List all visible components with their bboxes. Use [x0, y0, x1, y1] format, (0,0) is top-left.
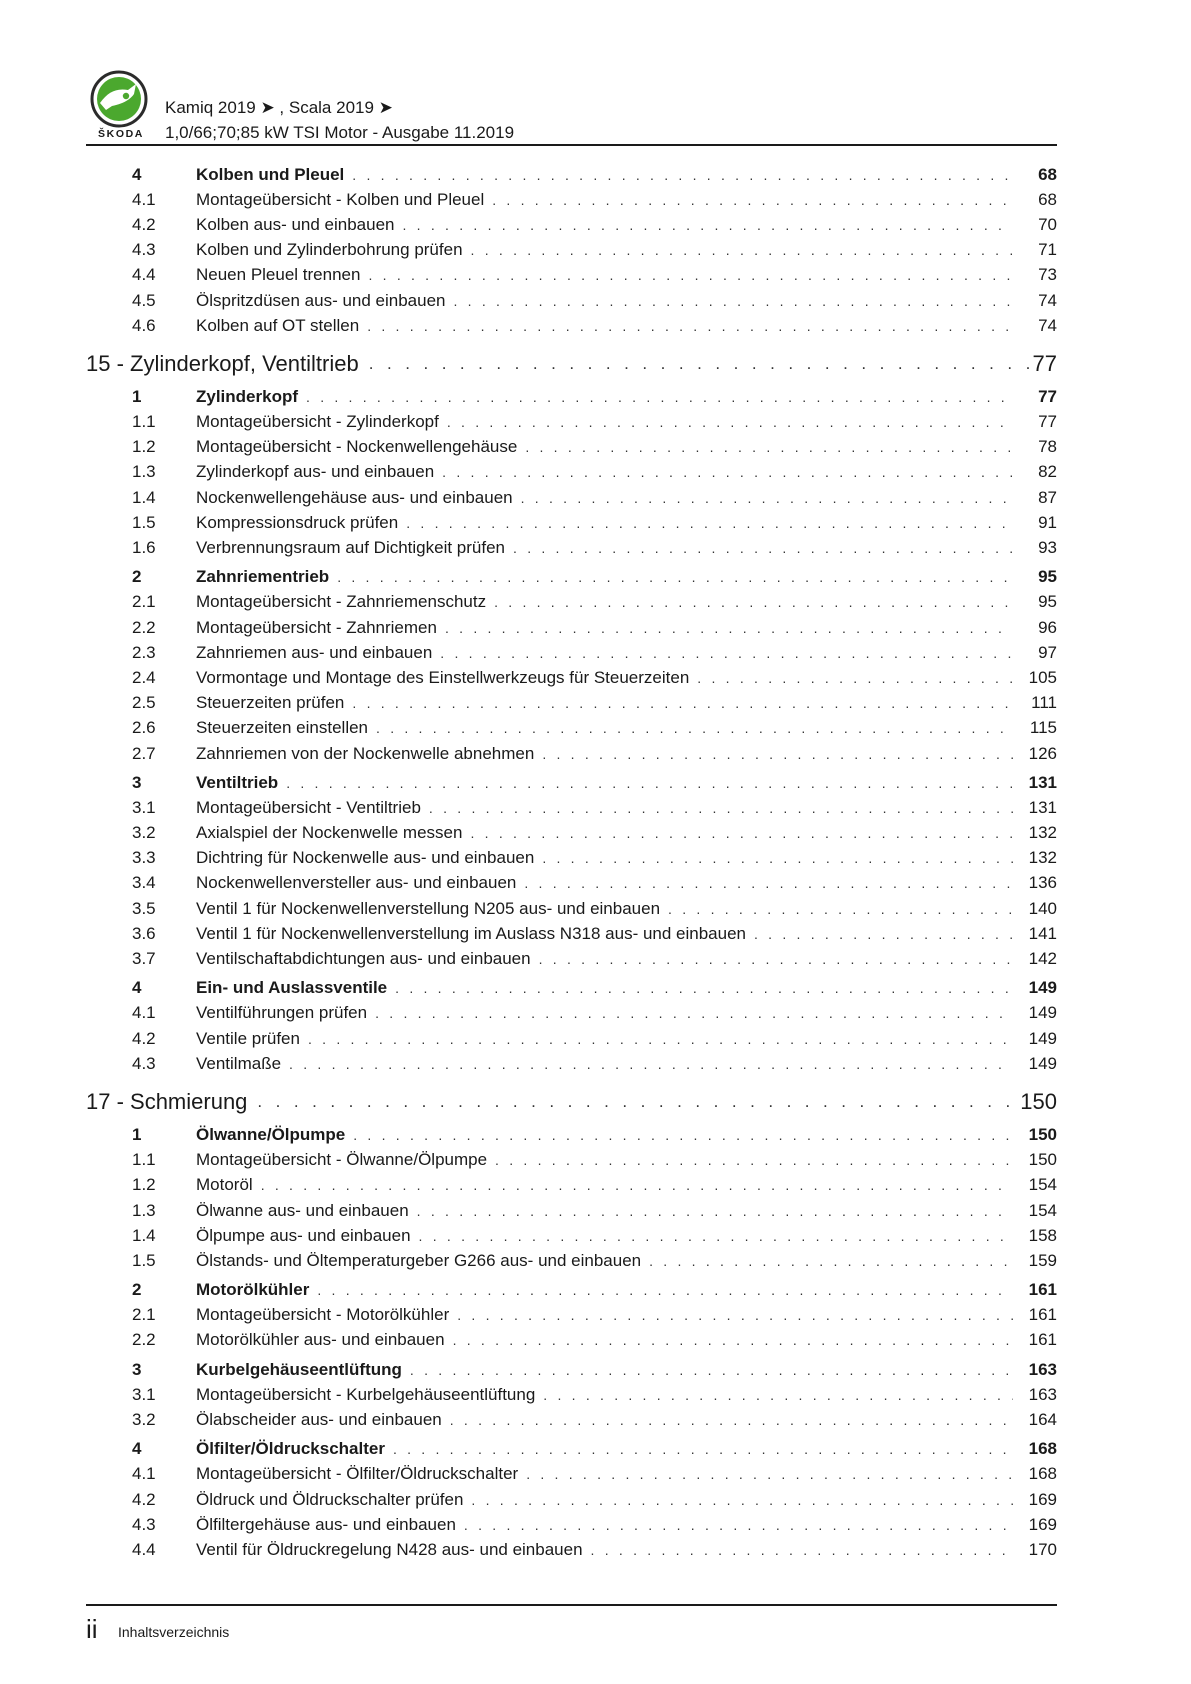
toc-entry-page: 150 [1028, 1150, 1057, 1170]
toc-entry-title: Kolben und Zylinderbohrung prüfen [196, 240, 463, 260]
toc-entry-page: 131 [1028, 772, 1057, 792]
toc-entry-number: 3 [132, 772, 142, 792]
toc-entry-title: Montageübersicht - Ventiltrieb [196, 797, 421, 817]
toc-entry-number: 1.6 [132, 538, 156, 558]
toc-entry[interactable] [86, 288, 1057, 313]
toc-entry-number: 3.6 [132, 923, 156, 943]
toc-entry-number: 2.4 [132, 667, 156, 687]
toc-entry[interactable] [86, 263, 1057, 288]
toc-entry-number: 4.3 [132, 1053, 156, 1073]
toc-section-entry[interactable] [86, 1122, 1057, 1147]
toc-entry-page: 74 [1038, 315, 1057, 335]
toc-entry-number: 1.4 [132, 487, 156, 507]
leader-dots [403, 217, 1014, 233]
toc-entry-number: 4.6 [132, 315, 156, 335]
toc-entry-number: 1.2 [132, 437, 156, 457]
leader-dots [393, 1441, 1013, 1457]
header-models: Kamiq 2019 ➤ , Scala 2019 ➤ [165, 98, 393, 117]
toc-entry[interactable] [86, 946, 1057, 971]
toc-entry-title: Ölspritzdüsen aus- und einbauen [196, 290, 446, 310]
leader-dots [521, 490, 1013, 506]
leader-dots [649, 1253, 1013, 1269]
toc-entry-number: 2 [132, 1280, 142, 1300]
toc-entry-title: Ventile prüfen [196, 1028, 300, 1048]
toc-entry-number: 3 [132, 1359, 142, 1379]
toc-entry-title: Ventil für Öldruckregelung N428 aus- und einbauen [196, 1539, 583, 1559]
toc-entry-title: Steuerzeiten prüfen [196, 693, 345, 713]
leader-dots [429, 800, 1013, 816]
toc-entry-page: 74 [1038, 290, 1057, 310]
toc-entry-page: 150 [1028, 1124, 1057, 1144]
toc-entry[interactable] [86, 921, 1057, 946]
toc-entry[interactable] [86, 821, 1057, 846]
leader-dots [539, 951, 1013, 967]
toc-entry-title: Ölwanne/Ölpumpe [196, 1124, 346, 1144]
toc-entry[interactable] [86, 846, 1057, 871]
toc-entry-number: 4.5 [132, 290, 156, 310]
toc-entry-title: Zylinderkopf [196, 386, 299, 406]
toc-entry[interactable] [86, 665, 1057, 690]
toc-entry-number: 4 [132, 164, 142, 184]
leader-dots [447, 414, 1013, 430]
leader-dots [591, 1542, 1013, 1558]
toc-entry-page: 131 [1028, 797, 1057, 817]
leader-dots [289, 1056, 1013, 1072]
toc-entry-number: 4.2 [132, 1028, 156, 1048]
toc-entry-page: 73 [1038, 265, 1057, 285]
toc-entry-number: 4.4 [132, 265, 156, 285]
toc-entry[interactable] [86, 1328, 1057, 1353]
toc-entry-page: 149 [1028, 978, 1057, 998]
leader-dots [375, 1005, 1013, 1021]
toc-entry-title: Ein- und Auslassventile [196, 978, 388, 998]
leader-dots [286, 775, 1013, 791]
toc-entry-page: 161 [1028, 1305, 1057, 1325]
toc-entry[interactable] [86, 238, 1057, 263]
leader-dots [337, 569, 1013, 585]
toc-entry-number: 2.7 [132, 743, 156, 763]
toc-entry-page: 68 [1038, 164, 1057, 184]
toc-entry[interactable] [86, 410, 1057, 435]
toc-entry-page: 159 [1028, 1250, 1057, 1270]
toc-entry-page: 105 [1028, 667, 1057, 687]
toc-entry-title: Axialspiel der Nockenwelle messen [196, 823, 463, 843]
toc-entry-number: 3.1 [132, 797, 156, 817]
leader-dots [450, 1412, 1013, 1428]
chapter-page: 77 [1032, 351, 1057, 377]
toc-entry-page: 154 [1028, 1175, 1057, 1195]
toc-entry-title: Kolben und Pleuel [196, 164, 345, 184]
leader-dots [543, 1387, 1013, 1403]
toc-entry-number: 3.5 [132, 898, 156, 918]
toc-entry-page: 149 [1028, 1053, 1057, 1073]
toc-entry-page: 132 [1028, 823, 1057, 843]
toc-entry-title: Vormontage und Montage des Einstellwerkzeugs für Steuerzeiten [196, 667, 690, 687]
table-of-contents [86, 162, 1057, 1563]
toc-entry-page: 163 [1028, 1384, 1057, 1404]
toc-section-entry[interactable] [86, 1357, 1057, 1382]
leader-dots [308, 1031, 1013, 1047]
toc-entry-number: 1.3 [132, 1200, 156, 1220]
toc-entry[interactable] [86, 1407, 1057, 1432]
toc-entry-title: Dichtring für Nockenwelle aus- und einbauen [196, 848, 535, 868]
toc-entry-title: Motorölkühler [196, 1280, 310, 1300]
toc-entry-number: 3.2 [132, 823, 156, 843]
toc-entry-number: 4.4 [132, 1539, 156, 1559]
leader-dots [419, 1228, 1013, 1244]
toc-entry-page: 140 [1028, 898, 1057, 918]
toc-entry-title: Montageübersicht - Zahnriemen [196, 617, 437, 637]
toc-entry-title: Kompressionsdruck prüfen [196, 512, 399, 532]
toc-entry-title: Ölwanne aus- und einbauen [196, 1200, 409, 1220]
toc-entry-number: 4.2 [132, 214, 156, 234]
toc-entry[interactable] [86, 590, 1057, 615]
toc-entry[interactable] [86, 716, 1057, 741]
toc-entry-title: Ventilschaftabdichtungen aus- und einbauen [196, 949, 531, 969]
toc-entry[interactable] [86, 187, 1057, 212]
toc-section-entry[interactable] [86, 1278, 1057, 1303]
leader-dots [494, 594, 1013, 610]
toc-entry-title: Montageübersicht - Nockenwellengehäuse [196, 437, 518, 457]
toc-entry-number: 3.4 [132, 873, 156, 893]
toc-entry-number: 4.1 [132, 189, 156, 209]
chapter-title: 17 - Schmierung [86, 1089, 248, 1115]
toc-entry-page: 163 [1028, 1359, 1057, 1379]
leader-dots [261, 1177, 1013, 1193]
toc-entry-title: Montageübersicht - Zahnriemenschutz [196, 592, 487, 612]
toc-entry-title: Montageübersicht - Zylinderkopf [196, 412, 439, 432]
toc-entry[interactable] [86, 1001, 1057, 1026]
toc-entry-number: 4 [132, 1439, 142, 1459]
brand-wordmark: ŠKODA [98, 128, 144, 140]
toc-entry[interactable] [86, 1382, 1057, 1407]
toc-entry[interactable] [86, 640, 1057, 665]
leader-dots [352, 695, 1013, 711]
toc-entry-number: 4.3 [132, 240, 156, 260]
leader-dots [367, 318, 1013, 334]
toc-entry-title: Neuen Pleuel trennen [196, 265, 361, 285]
leader-dots [542, 850, 1013, 866]
toc-section-kolben [86, 162, 1057, 338]
toc-entry-page: 136 [1028, 873, 1057, 893]
toc-entry-number: 2.6 [132, 718, 156, 738]
toc-entry-title: Nockenwellengehäuse aus- und einbauen [196, 487, 513, 507]
toc-entry-number: 2.1 [132, 1305, 156, 1325]
toc-entry-title: Verbrennungsraum auf Dichtigkeit prüfen [196, 538, 506, 558]
toc-entry-page: 169 [1028, 1514, 1057, 1534]
toc-entry-number: 4.1 [132, 1003, 156, 1023]
toc-entry-title: Öldruck und Öldruckschalter prüfen [196, 1489, 464, 1509]
toc-entry[interactable] [86, 485, 1057, 510]
leader-dots [471, 1492, 1013, 1508]
toc-entry-number: 1 [132, 386, 142, 406]
toc-entry[interactable] [86, 615, 1057, 640]
toc-entry-page: 154 [1028, 1200, 1057, 1220]
toc-entry-page: 97 [1038, 642, 1057, 662]
leader-dots [495, 1152, 1013, 1168]
chapter-heading-17[interactable] [86, 1084, 1057, 1120]
leader-dots [406, 515, 1013, 531]
leader-dots [457, 1307, 1013, 1323]
toc-entry-page: 142 [1028, 949, 1057, 969]
toc-section-zylinderkopf [86, 384, 1057, 1076]
toc-entry-number: 3.2 [132, 1410, 156, 1430]
toc-entry-title: Zahnriemen aus- und einbauen [196, 642, 433, 662]
toc-entry-title: Steuerzeiten einstellen [196, 718, 369, 738]
toc-entry-page: 161 [1028, 1330, 1057, 1350]
toc-section-entry[interactable] [86, 384, 1057, 409]
toc-entry-number: 1.2 [132, 1175, 156, 1195]
toc-entry-title: Montageübersicht - Ölwanne/Ölpumpe [196, 1150, 488, 1170]
toc-entry-number: 3.7 [132, 949, 156, 969]
toc-entry-page: 168 [1028, 1439, 1057, 1459]
leader-dots [454, 293, 1014, 309]
toc-entry-page: 77 [1038, 412, 1057, 432]
skoda-winged-arrow-icon [86, 70, 152, 130]
leader-dots [353, 1127, 1013, 1143]
leader-dots [526, 1466, 1013, 1482]
toc-entry-page: 77 [1038, 386, 1057, 406]
leader-dots [525, 439, 1013, 455]
toc-entry[interactable] [86, 1512, 1057, 1537]
leader-dots [470, 825, 1013, 841]
toc-section-entry[interactable] [86, 162, 1057, 187]
toc-entry-page: 87 [1038, 487, 1057, 507]
toc-entry[interactable] [86, 871, 1057, 896]
footer-divider [86, 1604, 1057, 1606]
leader-dots [524, 875, 1013, 891]
toc-entry-number: 1.1 [132, 1150, 156, 1170]
toc-entry-number: 1.5 [132, 512, 156, 532]
toc-entry-title: Ventil 1 für Nockenwellenverstellung N205 aus- und einbauen [196, 898, 661, 918]
toc-entry[interactable] [86, 1223, 1057, 1248]
chapter-title: 15 - Zylinderkopf, Ventiltrieb [86, 351, 359, 377]
toc-entry-page: 170 [1028, 1539, 1057, 1559]
toc-entry-page: 93 [1038, 538, 1057, 558]
leader-dots [445, 620, 1013, 636]
toc-entry-page: 149 [1028, 1028, 1057, 1048]
leader-dots [754, 926, 1013, 942]
toc-entry-title: Ölfilter/Öldruckschalter [196, 1439, 385, 1459]
toc-entry-page: 161 [1028, 1280, 1057, 1300]
header-engine-edition: 1,0/66;70;85 kW TSI Motor - Ausgabe 11.2019 [165, 123, 515, 142]
toc-entry[interactable] [86, 1487, 1057, 1512]
leader-dots [317, 1282, 1013, 1298]
toc-entry-page: 149 [1028, 1003, 1057, 1023]
toc-entry-page: 164 [1028, 1410, 1057, 1430]
leader-dots [668, 901, 1013, 917]
toc-entry-page: 95 [1038, 592, 1057, 612]
toc-entry-page: 115 [1029, 718, 1057, 738]
toc-entry-title: Ventil 1 für Nockenwellenverstellung im Auslass N318 aus- und einbauen [196, 923, 746, 943]
toc-entry-number: 2 [132, 567, 142, 587]
toc-entry-number: 4.3 [132, 1514, 156, 1534]
toc-entry[interactable] [86, 510, 1057, 535]
leader-dots [442, 464, 1013, 480]
toc-entry[interactable] [86, 1148, 1057, 1173]
toc-entry-title: Ölstands- und Öltemperaturgeber G266 aus- und einbauen [196, 1250, 642, 1270]
header-divider [86, 144, 1057, 146]
leader-dots [697, 670, 1013, 686]
toc-entry-title: Kurbelgehäuseentlüftung [196, 1359, 402, 1379]
toc-entry-number: 1 [132, 1124, 142, 1144]
toc-entry-number: 1.5 [132, 1250, 156, 1270]
toc-entry[interactable] [86, 795, 1057, 820]
chapter-page: 150 [1020, 1089, 1057, 1115]
toc-entry-number: 2.2 [132, 617, 156, 637]
toc-entry-page: 169 [1028, 1489, 1057, 1509]
toc-entry-page: 168 [1028, 1464, 1057, 1484]
leader-dots [492, 192, 1013, 208]
toc-entry-title: Motoröl [196, 1175, 253, 1195]
leader-dots [453, 1332, 1013, 1348]
leader-dots [464, 1517, 1013, 1533]
leader-dots [352, 167, 1013, 183]
leader-dots [257, 1092, 1016, 1112]
toc-entry-page: 126 [1028, 743, 1057, 763]
toc-section-schmierung [86, 1122, 1057, 1562]
toc-entry-number: 4.2 [132, 1489, 156, 1509]
toc-entry-page: 158 [1028, 1225, 1057, 1245]
toc-entry[interactable] [86, 1198, 1057, 1223]
toc-section-entry[interactable] [86, 770, 1057, 795]
toc-entry-page: 111 [1031, 693, 1057, 713]
toc-entry[interactable] [86, 313, 1057, 338]
toc-entry[interactable] [86, 741, 1057, 766]
footer-page-number: ii [86, 1614, 98, 1644]
toc-entry-title: Zylinderkopf aus- und einbauen [196, 462, 435, 482]
toc-entry-title: Montageübersicht - Kolben und Pleuel [196, 189, 485, 209]
toc-entry-page: 78 [1038, 437, 1057, 457]
leader-dots [440, 645, 1013, 661]
toc-entry-page: 70 [1038, 214, 1057, 234]
toc-entry-number: 2.1 [132, 592, 156, 612]
toc-entry-number: 3.3 [132, 848, 156, 868]
toc-entry-page: 141 [1028, 923, 1057, 943]
toc-entry[interactable] [86, 1303, 1057, 1328]
toc-entry-number: 2.2 [132, 1330, 156, 1350]
toc-section-entry[interactable] [86, 976, 1057, 1001]
leader-dots [376, 720, 1013, 736]
toc-entry[interactable] [86, 212, 1057, 237]
leader-dots [306, 389, 1013, 405]
leader-dots [471, 242, 1013, 258]
toc-entry-page: 96 [1038, 617, 1057, 637]
toc-entry-title: Ventilführungen prüfen [196, 1003, 368, 1023]
toc-entry-number: 1.3 [132, 462, 156, 482]
toc-entry-title: Nockenwellenversteller aus- und einbauen [196, 873, 517, 893]
toc-entry[interactable] [86, 460, 1057, 485]
leader-dots [395, 980, 1013, 996]
toc-section-entry[interactable] [86, 1437, 1057, 1462]
toc-entry[interactable] [86, 1462, 1057, 1487]
toc-entry-title: Montageübersicht - Kurbelgehäuseentlüftung [196, 1384, 536, 1404]
toc-entry[interactable] [86, 1248, 1057, 1273]
toc-entry-number: 2.3 [132, 642, 156, 662]
toc-entry-title: Zahnriementrieb [196, 567, 330, 587]
toc-entry[interactable] [86, 1051, 1057, 1076]
toc-entry-number: 4.1 [132, 1464, 156, 1484]
toc-entry-number: 3.1 [132, 1384, 156, 1404]
toc-entry-title: Ölabscheider aus- und einbauen [196, 1410, 442, 1430]
toc-entry-title: Motorölkühler aus- und einbauen [196, 1330, 445, 1350]
toc-entry-number: 1.1 [132, 412, 156, 432]
leader-dots [369, 354, 1029, 374]
toc-entry-number: 4 [132, 978, 142, 998]
leader-dots [513, 540, 1013, 556]
toc-entry-title: Zahnriemen von der Nockenwelle abnehmen [196, 743, 535, 763]
page-header [86, 70, 1056, 142]
toc-entry-page: 68 [1038, 189, 1057, 209]
toc-entry-number: 2.5 [132, 693, 156, 713]
toc-entry-page: 91 [1038, 512, 1057, 532]
toc-entry[interactable] [86, 1537, 1057, 1562]
toc-entry-title: Ventiltrieb [196, 772, 279, 792]
chapter-heading-15[interactable] [86, 346, 1057, 382]
leader-dots [417, 1203, 1013, 1219]
toc-entry-title: Montageübersicht - Motorölkühler [196, 1305, 450, 1325]
toc-entry-page: 132 [1028, 848, 1057, 868]
toc-entry-number: 1.4 [132, 1225, 156, 1245]
toc-entry-title: Kolben auf OT stellen [196, 315, 360, 335]
leader-dots [542, 746, 1013, 762]
footer-label: Inhaltsverzeichnis [118, 1624, 230, 1640]
toc-section-entry[interactable] [86, 565, 1057, 590]
toc-entry[interactable] [86, 1173, 1057, 1198]
toc-entry-title: Montageübersicht - Ölfilter/Öldruckschalter [196, 1464, 519, 1484]
toc-entry[interactable] [86, 691, 1057, 716]
toc-entry[interactable] [86, 435, 1057, 460]
toc-entry[interactable] [86, 1026, 1057, 1051]
toc-entry-title: Ventilmaße [196, 1053, 282, 1073]
toc-entry-page: 95 [1038, 567, 1057, 587]
toc-entry[interactable] [86, 535, 1057, 560]
leader-dots [368, 267, 1013, 283]
leader-dots [410, 1362, 1013, 1378]
toc-entry[interactable] [86, 896, 1057, 921]
toc-entry-title: Ölpumpe aus- und einbauen [196, 1225, 411, 1245]
toc-entry-page: 82 [1038, 462, 1057, 482]
toc-entry-page: 71 [1038, 240, 1057, 260]
toc-entry-title: Kolben aus- und einbauen [196, 214, 395, 234]
toc-entry-title: Ölfiltergehäuse aus- und einbauen [196, 1514, 456, 1534]
